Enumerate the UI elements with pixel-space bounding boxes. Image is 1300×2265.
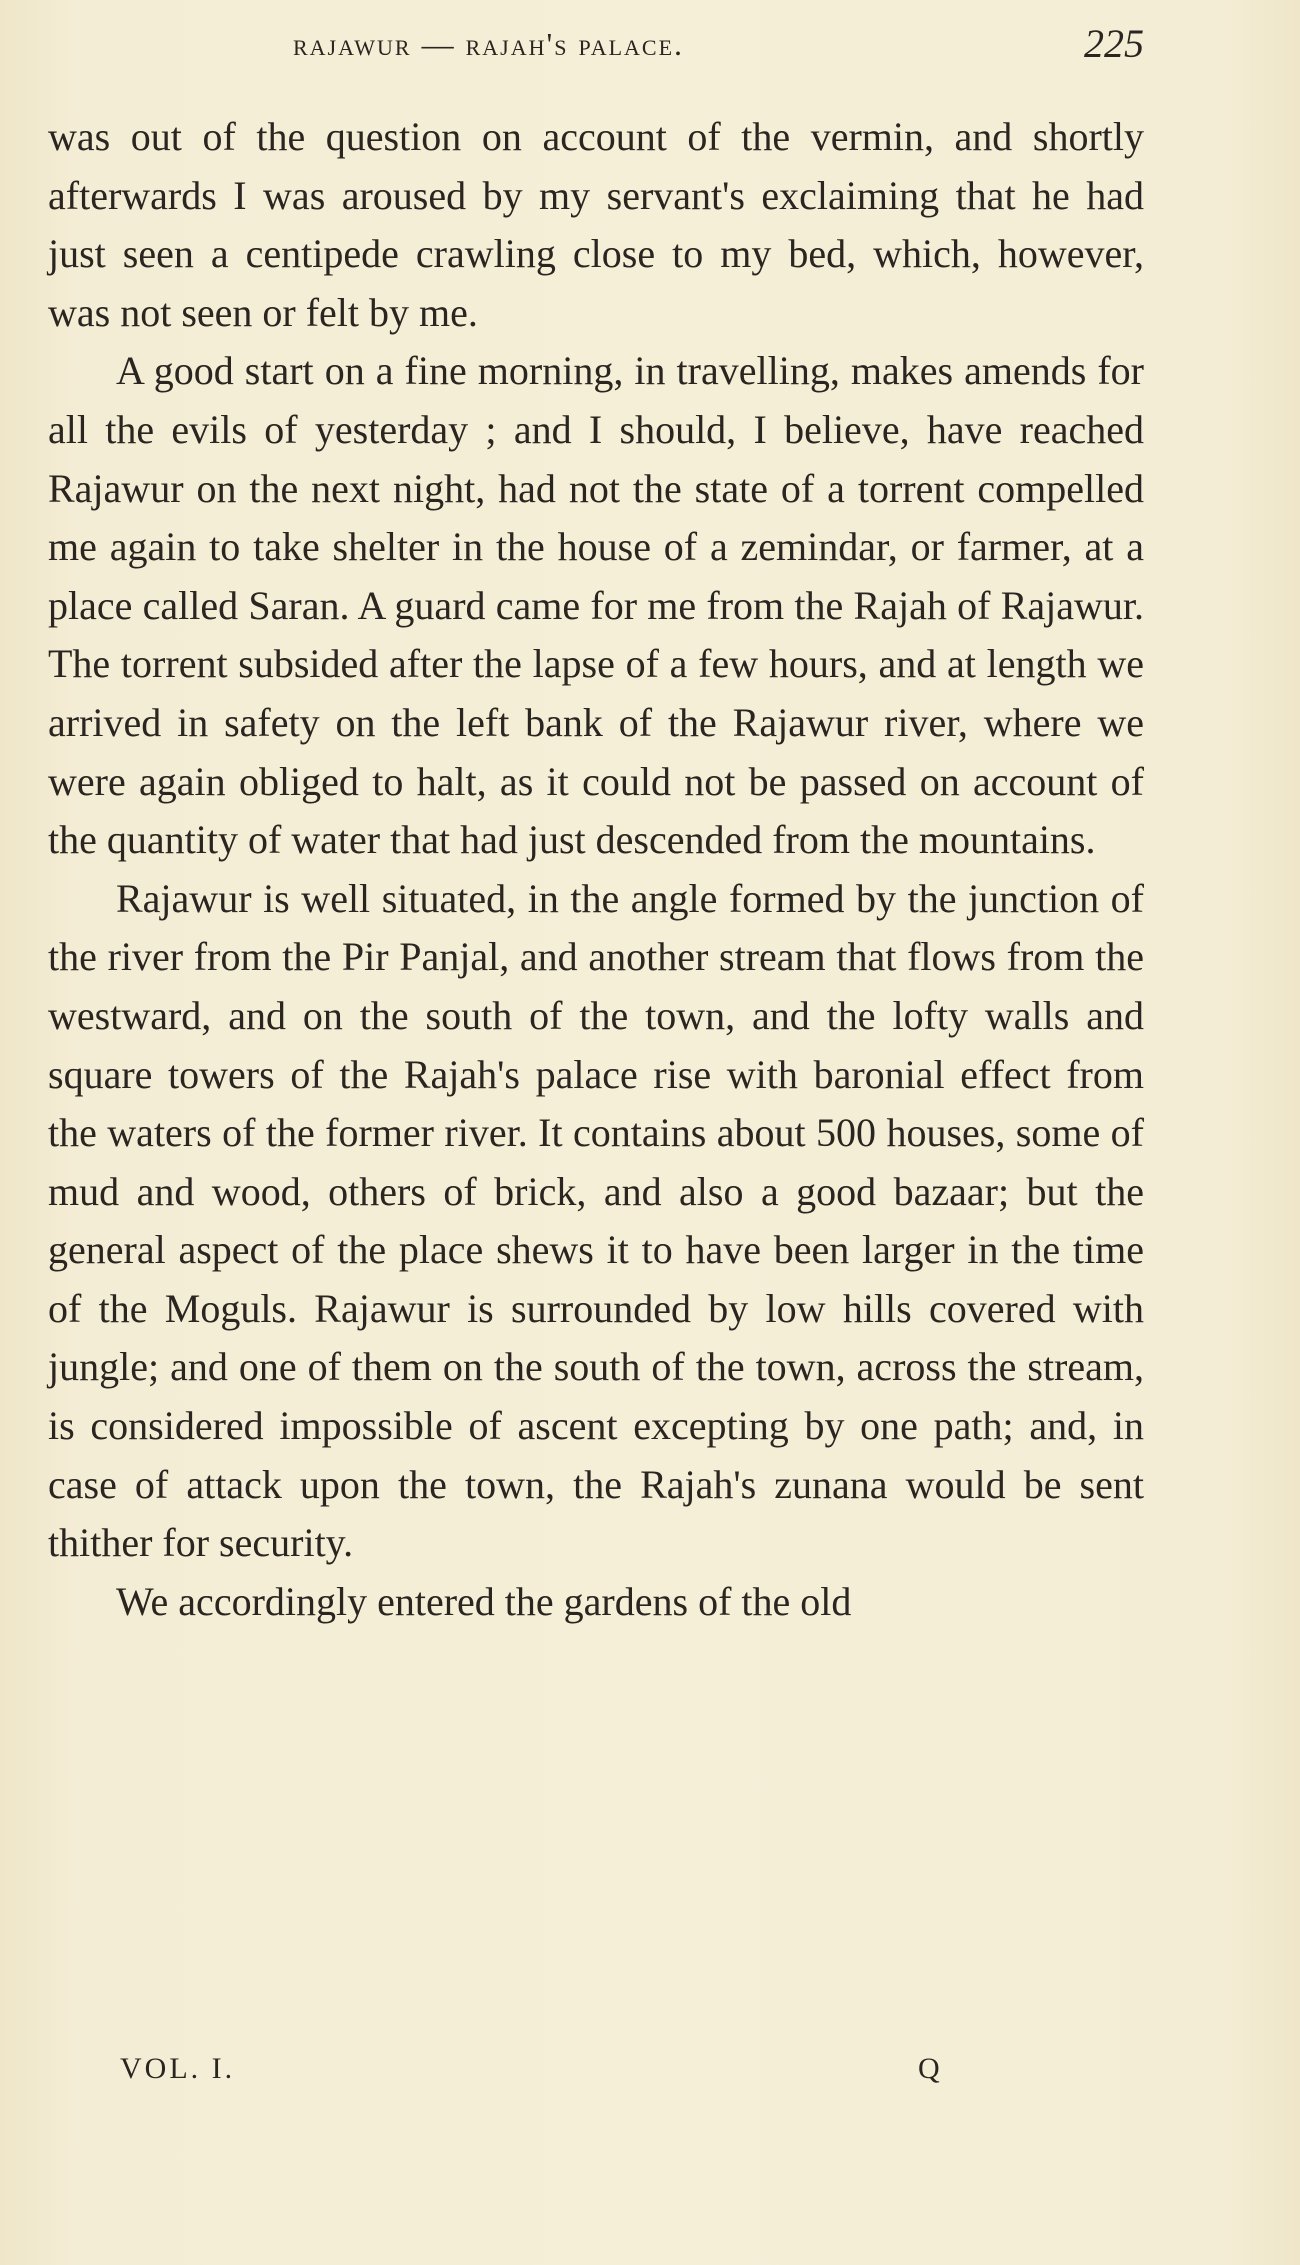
paragraph-gardens: We accordingly entered the gardens of the old bbox=[116, 1578, 852, 1624]
paragraph-rajawur-situation: Rajawur is well situated, in the angle formed by the junction of the river from the Pir Panjal, and another stream that flows from the westward, and on the south of the town, and the lofty walls and square towers of the Rajah's palace rise with baronial effect from the waters of the former river. It contains about 500 houses, some of mud and wood, others of brick, and also a good bazaar; but the general aspect of the place shews it to have been larger in the time of the Moguls. Rajawur is surrounded by low hills covered with jungle; and one of them on the south of the town, across the stream, is considered impossible of ascent excepting by one path; and, in case of attack upon the town, the Rajah's zunana would be sent thither for security. bbox=[48, 875, 1144, 1566]
page-footer bbox=[48, 2052, 1144, 2102]
paragraph-good-start: A good start on a fine morning, in travelling, makes amends for all the evils of yesterday ; and I should, I believe, have reached Rajawur on the next night, had not the state of a torrent compelled me again to take shelter in the house of a zemindar, or farmer, at a place called Saran. A guard came for me from the Rajah of Rajawur. The torrent subsided after the lapse of a few hours, and at length we arrived in safety on the left bank of the Rajawur river, where we were again obliged to halt, as it could not be passed on account of the quantity of water that had just descended from the mountains. bbox=[48, 348, 1144, 863]
volume-label: VOL. I. bbox=[120, 2052, 236, 2085]
signature-mark: Q bbox=[918, 2052, 940, 2085]
paragraph-continued: was out of the question on account of the vermin, and shortly afterwards I was aroused by my servant's exclaiming that he had just seen a centipede crawling close to my bed, which, however, was not seen or felt by me. bbox=[48, 114, 1144, 335]
page-number: 225 bbox=[1084, 21, 1144, 66]
running-head bbox=[48, 20, 1144, 70]
running-title: rajawur — rajah's palace. bbox=[293, 26, 685, 62]
body-text bbox=[48, 108, 1144, 1631]
